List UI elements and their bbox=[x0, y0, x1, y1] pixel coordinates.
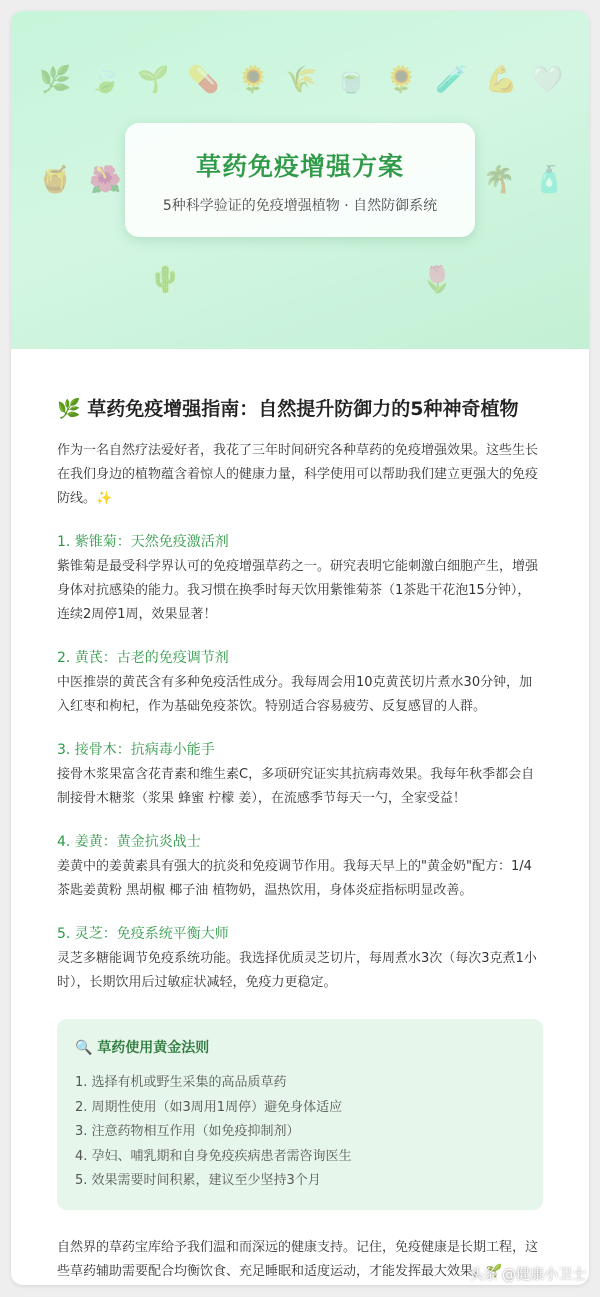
rule-item: 4. 孕妇、哺乳期和自身免疫疾病患者需咨询医生 bbox=[75, 1148, 352, 1164]
section-body-elderberry: 接骨木浆果富含花青素和维生素C，多项研究证实其抗病毒效果。我每年秋季都会自制接骨木糖浆（浆果 蜂蜜 柠檬 姜），在流感季节每天一勺，全家受益！ bbox=[57, 767, 535, 806]
pill-icon: 💊 bbox=[187, 65, 220, 95]
hero-title: 草药免疫增强方案 bbox=[195, 152, 404, 181]
rule-item: 5. 效果需要时间积累，建议至少坚持3个月 bbox=[75, 1173, 321, 1188]
herb-icon: 🌿 bbox=[39, 65, 72, 95]
tea-icon: 🍵 bbox=[335, 65, 368, 95]
sunflower-icon: 🌻 bbox=[237, 65, 270, 95]
section-title-turmeric: 4. 姜黄：黄金抗炎战士 bbox=[57, 834, 201, 850]
tulip-icon: 🌷 bbox=[421, 265, 454, 295]
rules-title-text: 草药使用黄金法则 bbox=[97, 1040, 210, 1056]
wheat-icon: 🌾 bbox=[285, 65, 318, 95]
rule-item: 3. 注意药物相互作用（如免疫抑制剂） bbox=[75, 1124, 300, 1139]
hibiscus-icon: 🌺 bbox=[89, 165, 122, 195]
section-body-echinacea: 紫锥菊是最受科学界认可的免疫增强草药之一。研究表明它能刺激白细胞产生，增强身体对抗感染的能力。我习惯在换季时每天饮用紫锥菊茶（1茶匙干花泡15分钟），连续2周停1周，效果显著！ bbox=[57, 559, 539, 622]
leaf-icon: 🍃 bbox=[89, 65, 122, 95]
outro-paragraph: 自然界的草药宝库给予我们温和而深远的健康支持。记住，免疫健康是长期工程，这些草药辅助需要配合均衡饮食、充足睡眠和适度运动，才能发挥最大效果。🌱 bbox=[57, 1239, 539, 1279]
rules-title bbox=[75, 1037, 525, 1059]
lotion-icon: 🧴 bbox=[533, 165, 566, 195]
source-watermark: 头条 @健康小卫士 bbox=[469, 1267, 586, 1283]
seedling-icon: 🌱 bbox=[137, 65, 170, 95]
rules-list bbox=[75, 1071, 525, 1194]
muscle-icon: 💪 bbox=[485, 65, 518, 95]
golden-rules-box bbox=[57, 1019, 543, 1210]
section-body-reishi: 灵芝多糖能调节免疫系统功能。我选择优质灵芝切片，每周煮水3次（每次3克煮1小时），长期饮用后过敏症状减轻，免疫力更稳定。 bbox=[57, 951, 537, 990]
herb-icon: 🌿 bbox=[57, 398, 81, 420]
hero-subtitle: 5种科学验证的免疫增强植物 · 自然防御系统 bbox=[162, 198, 438, 214]
section-body-astragalus: 中医推崇的黄芪含有多种免疫活性成分。我每周会用10克黄芪切片煮水30分钟，加入红枣和枸杞，作为基础免疫茶饮。特别适合容易疲劳、反复感冒的人群。 bbox=[57, 675, 533, 714]
article-title-text: 草药免疫增强指南：自然提升防御力的5种神奇植物 bbox=[87, 398, 519, 420]
sunflower-icon: 🌻 bbox=[385, 65, 418, 95]
intro-paragraph: 作为一名自然疗法爱好者，我花了三年时间研究各种草药的免疫增强效果。这些生长在我们身边的植物蕴含着惊人的健康力量，科学使用可以帮助我们建立更强大的免疫防线。✨ bbox=[57, 443, 539, 506]
rule-item: 2. 周期性使用（如3周用1周停）避免身体适应 bbox=[75, 1099, 343, 1115]
cactus-icon: 🌵 bbox=[149, 265, 182, 295]
section-title-echinacea: 1. 紫锥菊：天然免疫激活剂 bbox=[57, 534, 229, 550]
palm-icon: 🌴 bbox=[483, 165, 516, 195]
honey-icon: 🍯 bbox=[39, 165, 72, 195]
section-title-reishi: 5. 灵芝：免疫系统平衡大师 bbox=[57, 926, 229, 942]
section-title-elderberry: 3. 接骨木：抗病毒小能手 bbox=[57, 742, 215, 758]
rule-item: 1. 选择有机或野生采集的高品质草药 bbox=[75, 1075, 287, 1090]
heart-icon: 🤍 bbox=[531, 65, 564, 95]
article-card bbox=[11, 11, 589, 1285]
section-title-astragalus: 2. 黄芪：古老的免疫调节剂 bbox=[57, 650, 229, 666]
section-body-turmeric: 姜黄中的姜黄素具有强大的抗炎和免疫调节作用。我每天早上的"黄金奶"配方：1/4茶匙姜黄粉 黑胡椒 椰子油 植物奶，温热饮用，身体炎症指标明显改善。 bbox=[57, 859, 532, 898]
hero-banner bbox=[11, 11, 589, 349]
article-title bbox=[57, 396, 543, 423]
test-tube-icon: 🧪 bbox=[435, 65, 468, 95]
article-body bbox=[11, 396, 589, 1284]
magnifier-icon: 🔍 bbox=[75, 1040, 93, 1056]
hero-title-box bbox=[125, 123, 475, 237]
